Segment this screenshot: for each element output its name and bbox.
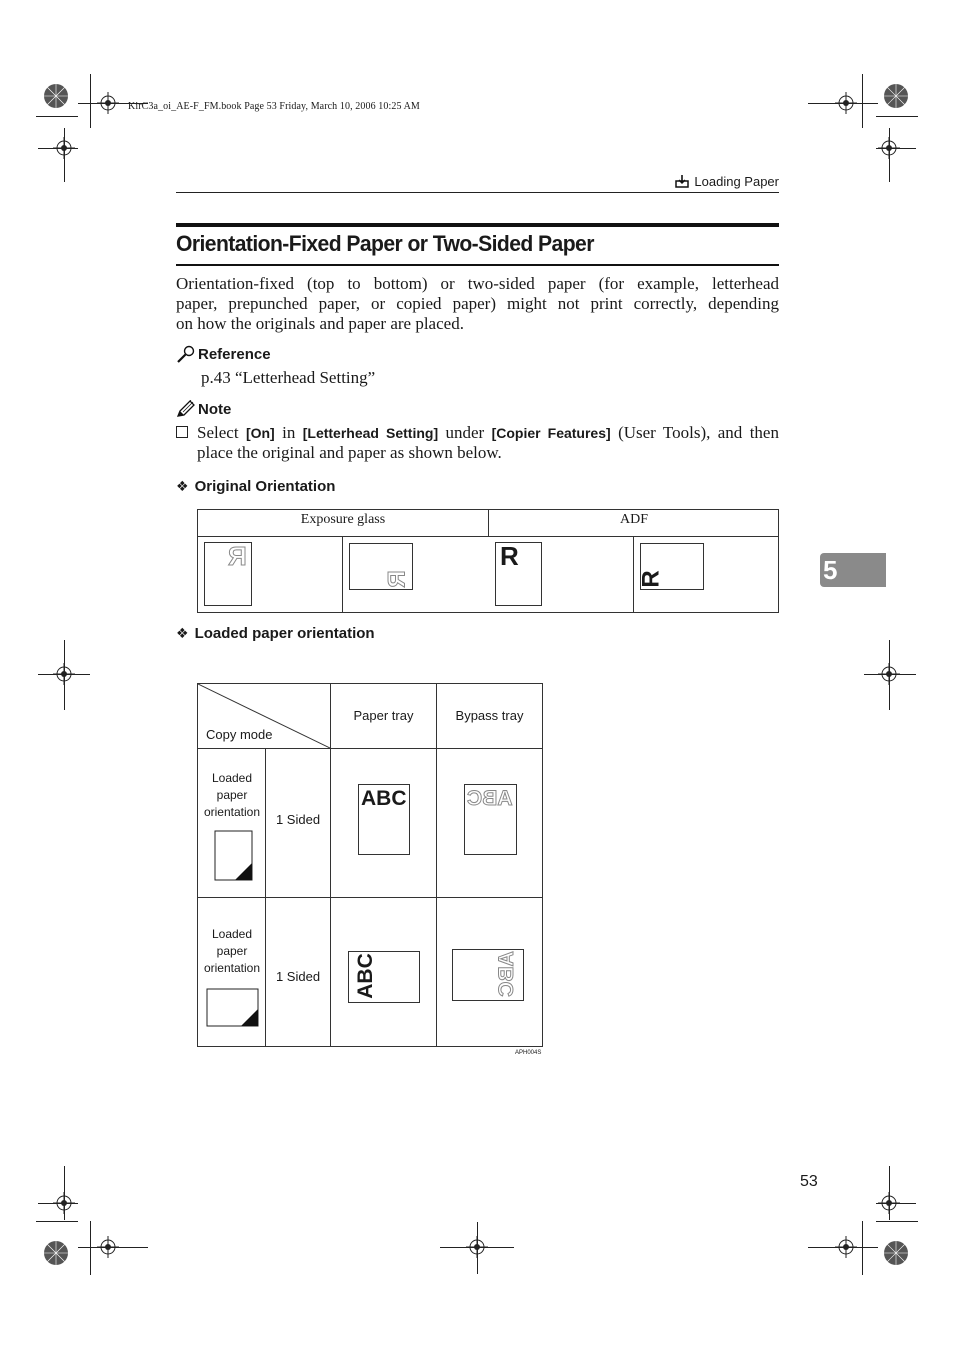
diamond-bullet-icon: ❖	[176, 478, 189, 494]
bypass-tray-sample	[464, 784, 517, 855]
original-orientation-heading	[176, 478, 335, 495]
row2-mode: 1 Sided	[275, 969, 321, 984]
col-bypass-tray: Bypass tray	[455, 708, 524, 723]
loaded-orientation-heading	[176, 625, 375, 642]
abc-glyph: ABC	[361, 787, 407, 810]
note-text-part: (User Tools), and then place the original and paper as shown below.	[197, 423, 779, 462]
registration-target-icon	[40, 80, 72, 112]
note-item	[176, 423, 779, 463]
reference-label: Reference	[198, 345, 271, 363]
chapter-number: 5	[823, 555, 838, 585]
mirrored-abc-glyph: ABC	[467, 787, 513, 810]
mirrored-r-glyph: R	[228, 541, 247, 571]
checkbox-bullet-icon	[176, 426, 188, 438]
note-text-part: under	[438, 423, 492, 442]
rotated-r-glyph: R	[637, 570, 665, 588]
rotated-mirrored-abc-glyph: ABC	[494, 951, 518, 997]
note-text-part: in	[274, 423, 303, 442]
pencil-icon	[176, 400, 196, 418]
page-number: 53	[800, 1173, 818, 1190]
sample-page	[204, 542, 252, 606]
sample-page	[637, 543, 704, 590]
title-rule-bottom	[176, 264, 779, 266]
note-heading	[176, 400, 231, 418]
copy-mode-label: Copy mode	[206, 727, 273, 742]
intro-paragraph	[176, 274, 779, 334]
loaded-orientation-table	[197, 683, 543, 1047]
intro-line: Orientation-fixed (top to bottom) or two-sided paper (for example, letterhead	[176, 274, 779, 293]
row-label-loaded-orientation: Loaded paper orientation	[203, 927, 261, 975]
header-section-label: Loading Paper	[694, 174, 779, 189]
paper-tray-sample	[348, 951, 420, 1003]
intro-line: on how the originals and paper are placed.	[176, 314, 464, 333]
registration-target-icon	[880, 80, 912, 112]
file-info: KirC3a_oi_AE-F_FM.book Page 53 Friday, March 10, 2006 10:25 AM	[128, 101, 420, 112]
intro-line: paper, prepunched paper, or copied paper) might not print correctly, depending	[176, 294, 779, 313]
reference-link[interactable]: p.43 “Letterhead Setting”	[201, 368, 376, 387]
paper-load-icon	[675, 175, 689, 188]
figure-id: APH004S	[515, 1050, 542, 1056]
col-adf: ADF	[488, 510, 779, 537]
row1-mode: 1 Sided	[275, 812, 321, 827]
col-exposure-glass: Exposure glass	[198, 510, 488, 537]
running-header	[675, 174, 779, 189]
original-orientation-table	[197, 509, 779, 613]
magnifier-icon	[176, 345, 196, 363]
note-text	[197, 423, 779, 463]
reference-heading	[176, 345, 271, 363]
rotated-r-glyph: R	[383, 570, 411, 588]
note-text-part: Select	[197, 423, 246, 442]
keyword-letterhead-setting: [Letterhead Setting]	[302, 425, 439, 441]
col-paper-tray: Paper tray	[353, 708, 414, 723]
r-glyph: R	[500, 541, 519, 571]
header-divider	[176, 192, 779, 193]
keyword-on: [On]	[245, 425, 275, 441]
registration-target-icon	[880, 1237, 912, 1269]
original-orientation-label: Original Orientation	[194, 478, 336, 495]
paper-tray-sample	[358, 784, 410, 855]
note-label: Note	[198, 400, 232, 418]
portrait-sheet-icon	[214, 830, 254, 882]
sample-page	[349, 543, 413, 590]
bypass-tray-sample	[452, 949, 524, 1001]
sample-page	[495, 542, 542, 606]
page-title: Orientation-Fixed Paper or Two-Sided Paper	[176, 231, 594, 256]
registration-target-icon	[40, 1237, 72, 1269]
landscape-sheet-icon	[206, 988, 260, 1028]
keyword-copier-features: [Copier Features]	[491, 425, 611, 441]
row-label-loaded-orientation: Loaded paper orientation	[203, 771, 261, 819]
title-rule-top	[176, 223, 779, 227]
diamond-bullet-icon: ❖	[176, 625, 189, 641]
loaded-orientation-label: Loaded paper orientation	[194, 625, 375, 642]
rotated-abc-glyph: ABC	[353, 953, 377, 999]
